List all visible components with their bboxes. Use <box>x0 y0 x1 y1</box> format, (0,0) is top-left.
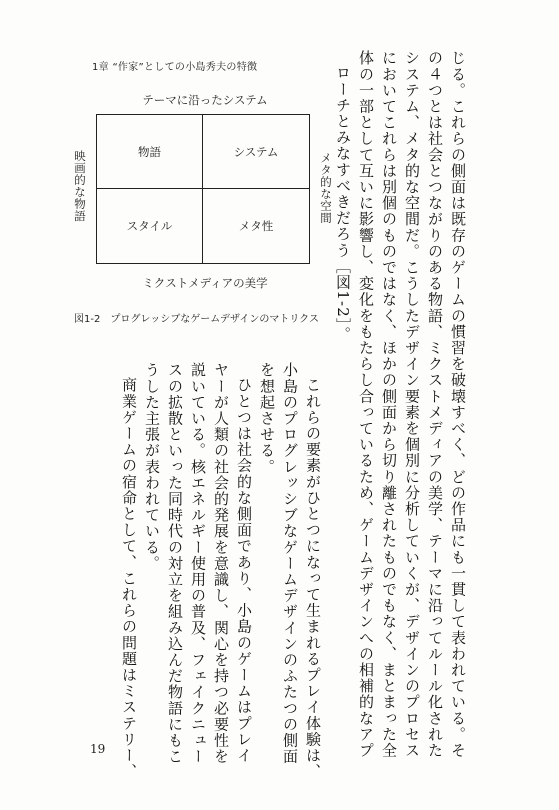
text-line: 説いている。核エネルギー使用の普及、フェイクニュー <box>189 362 207 765</box>
running-head: 1章 “作家”としての小島秀夫の特徴 <box>92 62 258 73</box>
text-line: の４つとは社会とつながりのある物語、ミクストメディアの美学、テーマに沿ってルール化された <box>426 50 444 759</box>
text-line: 商業ゲームの宿命として、これらの問題はミステリー、 <box>120 377 138 780</box>
text-line: システム、メタ的な空間だ。こうしたデザイン要素を個別に分析していくが、デザインのプロセス <box>403 50 421 759</box>
matrix-bottom-label: ミクストメディアの美学 <box>142 276 268 290</box>
matrix-cell-style: スタイル <box>97 189 203 263</box>
text-line: スの拡散といった同時代の対立を組み込んだ物語にもこ <box>166 362 184 765</box>
matrix-right-label: メタ的な空間 <box>319 152 333 224</box>
matrix-left-label: 映画的な物語 <box>73 150 87 222</box>
text-line: ひとつは社会的な側面であり、小島のゲームはプレイ <box>235 377 253 764</box>
text-line: を想起させる。 <box>258 362 276 475</box>
text-line: これらの要素がひとつになって生まれるプレイ体験は、 <box>304 377 322 780</box>
matrix-cell-story: 物語 <box>97 115 203 189</box>
text-line: うした主張が表われている。 <box>143 362 161 572</box>
text-line: ローチとみなすべきだろう［図1-2］。 <box>334 65 352 343</box>
text-line: においてこれらは別個のものではなく、ほかの側面から切り離されたものでもなく、まとまった全 <box>380 50 398 759</box>
text-line: ヤーが人類の社会的発展を意識し、関心を持つ必要性を <box>212 362 230 765</box>
matrix-cell-system: システム <box>203 115 309 189</box>
matrix-top-label: テーマに沿ったシステム <box>142 93 268 107</box>
figure-caption: 図1-2 プログレッシブなゲームデザインのマトリクス <box>74 314 320 325</box>
text-line: じる。これらの側面は既存のゲームの慣習を破壊すべく、どの作品にも一貫して表われている。そ <box>449 50 467 759</box>
matrix-cell-meta: メタ性 <box>238 219 274 233</box>
page-number: 19 <box>90 742 106 756</box>
text-line: 体の一部として互いに影響し、変化をもたらし合っているため、ゲームデザインへの相補的なアプ <box>357 50 375 759</box>
text-line: 小島のプログレッシブなゲームデザインのふたつの側面 <box>281 362 299 765</box>
matrix <box>96 114 310 264</box>
body-text-upper <box>331 50 469 759</box>
